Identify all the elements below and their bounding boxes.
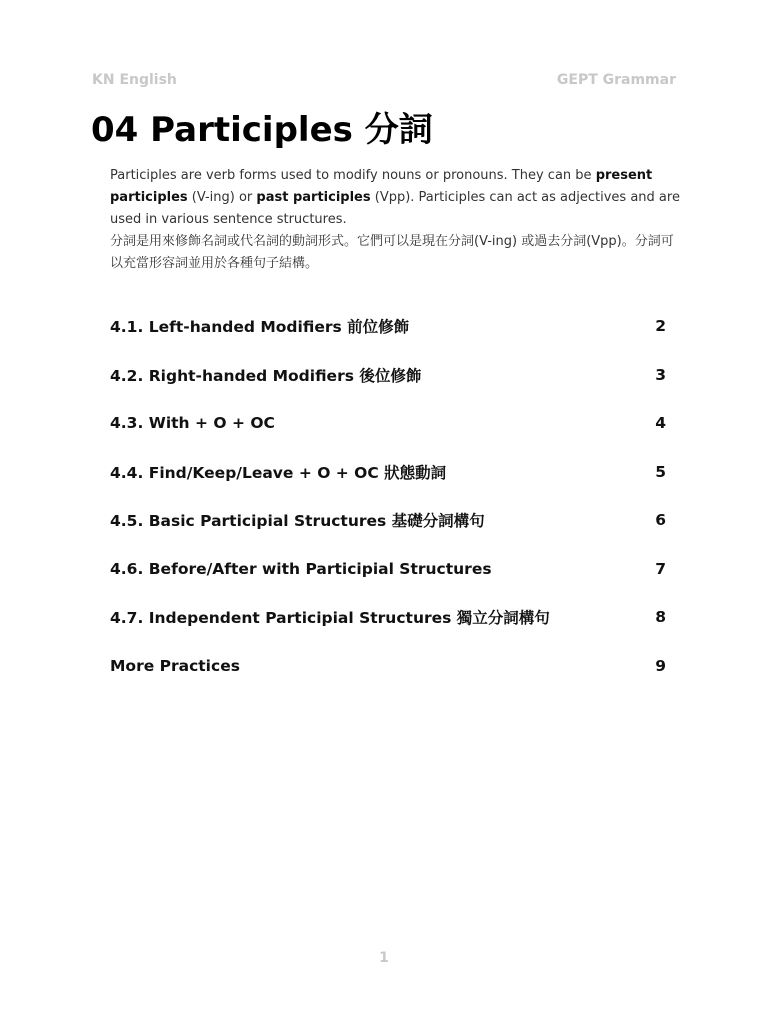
toc-entry-label: 4.4. Find/Keep/Leave + O + OC 狀態動詞 bbox=[110, 463, 447, 482]
toc-entry-page: 5 bbox=[655, 462, 666, 481]
intro-text-1: Participles are verb forms used to modify nouns or pronouns. They can be bbox=[110, 168, 596, 183]
toc-entry-label: 4.5. Basic Participial Structures 基礎分詞構句 bbox=[110, 512, 485, 530]
intro-term-present-participles: present participles bbox=[110, 168, 653, 205]
toc-entry-page: 3 bbox=[655, 365, 666, 384]
running-header bbox=[92, 72, 676, 92]
page-number: 1 bbox=[379, 950, 389, 966]
intro-text-2: (V-ing) or bbox=[187, 190, 257, 205]
page-title: 04 Participles 分詞 bbox=[91, 110, 433, 150]
toc-entry-label: 4.2. Right-handed Modifiers 後位修飾 bbox=[110, 366, 422, 385]
intro-paragraph bbox=[110, 165, 680, 275]
toc-entry-page: 6 bbox=[655, 511, 666, 529]
toc-entry-4-3[interactable] bbox=[110, 411, 666, 435]
toc-entry-4-7[interactable] bbox=[110, 605, 666, 629]
toc-entry-4-4[interactable] bbox=[110, 460, 666, 484]
toc-entry-4-6[interactable] bbox=[110, 557, 666, 581]
intro-english bbox=[110, 165, 680, 231]
toc-entry-more-practices[interactable] bbox=[110, 654, 666, 678]
toc-entry-4-1[interactable] bbox=[110, 314, 666, 338]
intro-chinese: 分詞是用來修飾名詞或代名詞的動詞形式。它們可以是現在分詞(V-ing) 或過去分詞(Vpp)。分詞可以充當形容詞並用於各種句子結構。 bbox=[110, 234, 674, 271]
toc-entry-label: 4.3. With + O + OC bbox=[110, 414, 275, 432]
toc-entry-page: 4 bbox=[655, 414, 666, 432]
table-of-contents bbox=[110, 314, 666, 702]
toc-entry-label: More Practices bbox=[110, 656, 240, 675]
intro-text-3: (Vpp). Participles can act as adjectives and are used in various sentence structures. bbox=[110, 190, 680, 227]
toc-entry-label: 4.6. Before/After with Participial Structures bbox=[110, 559, 492, 578]
toc-entry-4-5[interactable] bbox=[110, 508, 666, 532]
toc-entry-page: 8 bbox=[655, 608, 666, 626]
toc-entry-page: 2 bbox=[655, 317, 666, 335]
toc-entry-page: 7 bbox=[655, 559, 666, 578]
toc-entry-4-2[interactable] bbox=[110, 363, 666, 387]
header-left-text: KN English bbox=[92, 72, 177, 88]
intro-term-past-participles: past participles bbox=[256, 190, 371, 205]
toc-entry-page: 9 bbox=[655, 656, 666, 675]
toc-entry-label: 4.1. Left-handed Modifiers 前位修飾 bbox=[110, 318, 410, 336]
header-right-text: GEPT Grammar bbox=[556, 72, 676, 88]
toc-entry-label: 4.7. Independent Participial Structures 獨立分詞構句 bbox=[110, 609, 550, 627]
